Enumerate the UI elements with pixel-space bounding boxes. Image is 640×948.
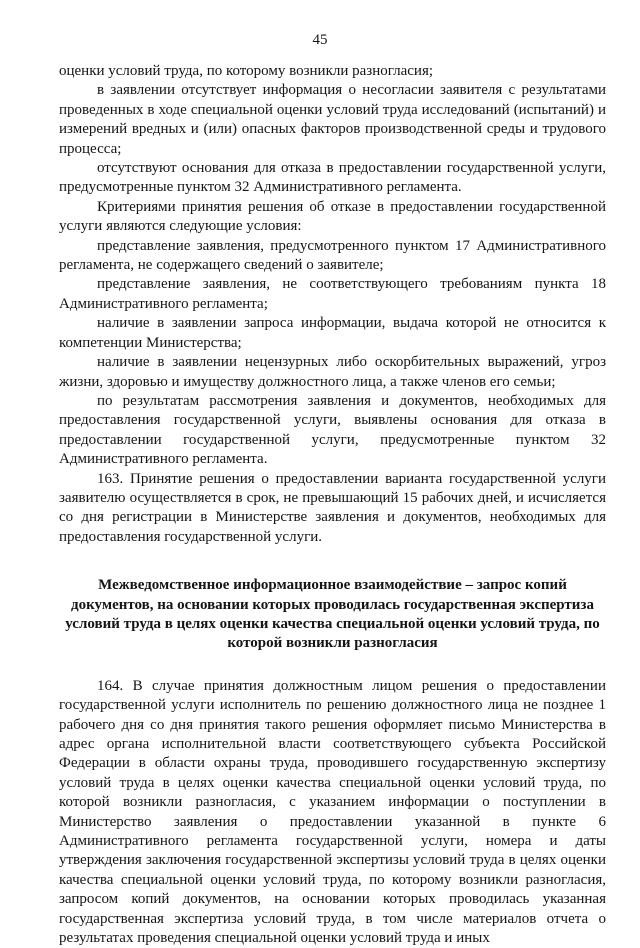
section-heading: Межведомственное информационное взаимодействие – запрос копий документов, на основании которых проводилась государственная экспертиза условий труда в целях оценки качества специальной оценки условий труда, по которой возникли разногласия <box>65 577 600 652</box>
paragraph-163-decision-deadline: 163. Принятие решения о предоставлении варианта государственной услуги заявителю осуществляется в срок, не превышающий 15 рабочих дней, и исчисляется со дня регистрации в Министерстве заявления и документов, необходимых для предоставления государственной услуги. <box>59 470 606 545</box>
paragraph-164-interagency-request: 164. В случае принятия должностным лицом решения о предоставлении государственной услуги исполнитель по решению должностного лица не позднее 1 рабочего дня со дня принятия такого решения оформляет письмо Министерства в адрес органа исполнительной власти соответствующего субъекта Российской Федерации в области охраны труда, проводившего государственную экспертизу условий труда в целях оценки качества специальной оценки условий труда, по которой возникли разногласия, с указанием информации о поступлении в Министерство заявления о предоставлении указанной в пункте 6 Административного регламента государственной услуги, номера и даты утверждения заключения государственной экспертизы условий труда в целях оценки качества специальной оценки условий труда, по которому возникли разногласия, запросом копий документов, на основании которых проводилась указанная государственная экспертиза условий труда, в том числе материалов отчета о результатах проведения специальной оценки условий труда и иных <box>59 677 606 947</box>
paragraph-criterion-out-of-competence: наличие в заявлении запроса информации, выдача которой не относится к компетенции Министерства; <box>59 315 606 351</box>
paragraph-criterion-grounds-found: по результатам рассмотрения заявления и документов, необходимых для предоставления государственной услуги, выявлены основания для отказа в предоставлении государственной услуги, предусмотренные пунктом 32 Административного регламента. <box>59 392 606 468</box>
document-body <box>59 62 606 948</box>
paragraph-criterion-noncompliant-application: представление заявления, не соответствующего требованиям пункта 18 Административного регламента; <box>59 276 606 312</box>
paragraph-refusal-criteria: Критериями принятия решения об отказе в предоставлении государственной услуги являются следующие условия: <box>59 198 606 235</box>
page-number: 45 <box>312 32 328 48</box>
paragraph-continuation: оценки условий труда, по которому возникли разногласия; <box>59 63 434 79</box>
paragraph-no-grounds-for-refusal: отсутствуют основания для отказа в предоставлении государственной услуги, предусмотренные пунктом 32 Административного регламента. <box>59 160 606 196</box>
paragraph-no-disagreement-info: в заявлении отсутствует информация о несогласии заявителя с результатами проведенных в ходе специальной оценки условий труда исследований (испытаний) и измерений вредных и (или) опасных факторов производственной среды и трудового процесса; <box>59 82 606 157</box>
paragraph-criterion-obscene-language: наличие в заявлении нецензурных либо оскорбительных выражений, угроз жизни, здоровью и имуществу должностного лица, а также членов его семьи; <box>59 354 606 390</box>
paragraph-criterion-no-applicant-info: представление заявления, предусмотренного пунктом 17 Административного регламента, не содержащего сведений о заявителе; <box>59 237 606 274</box>
